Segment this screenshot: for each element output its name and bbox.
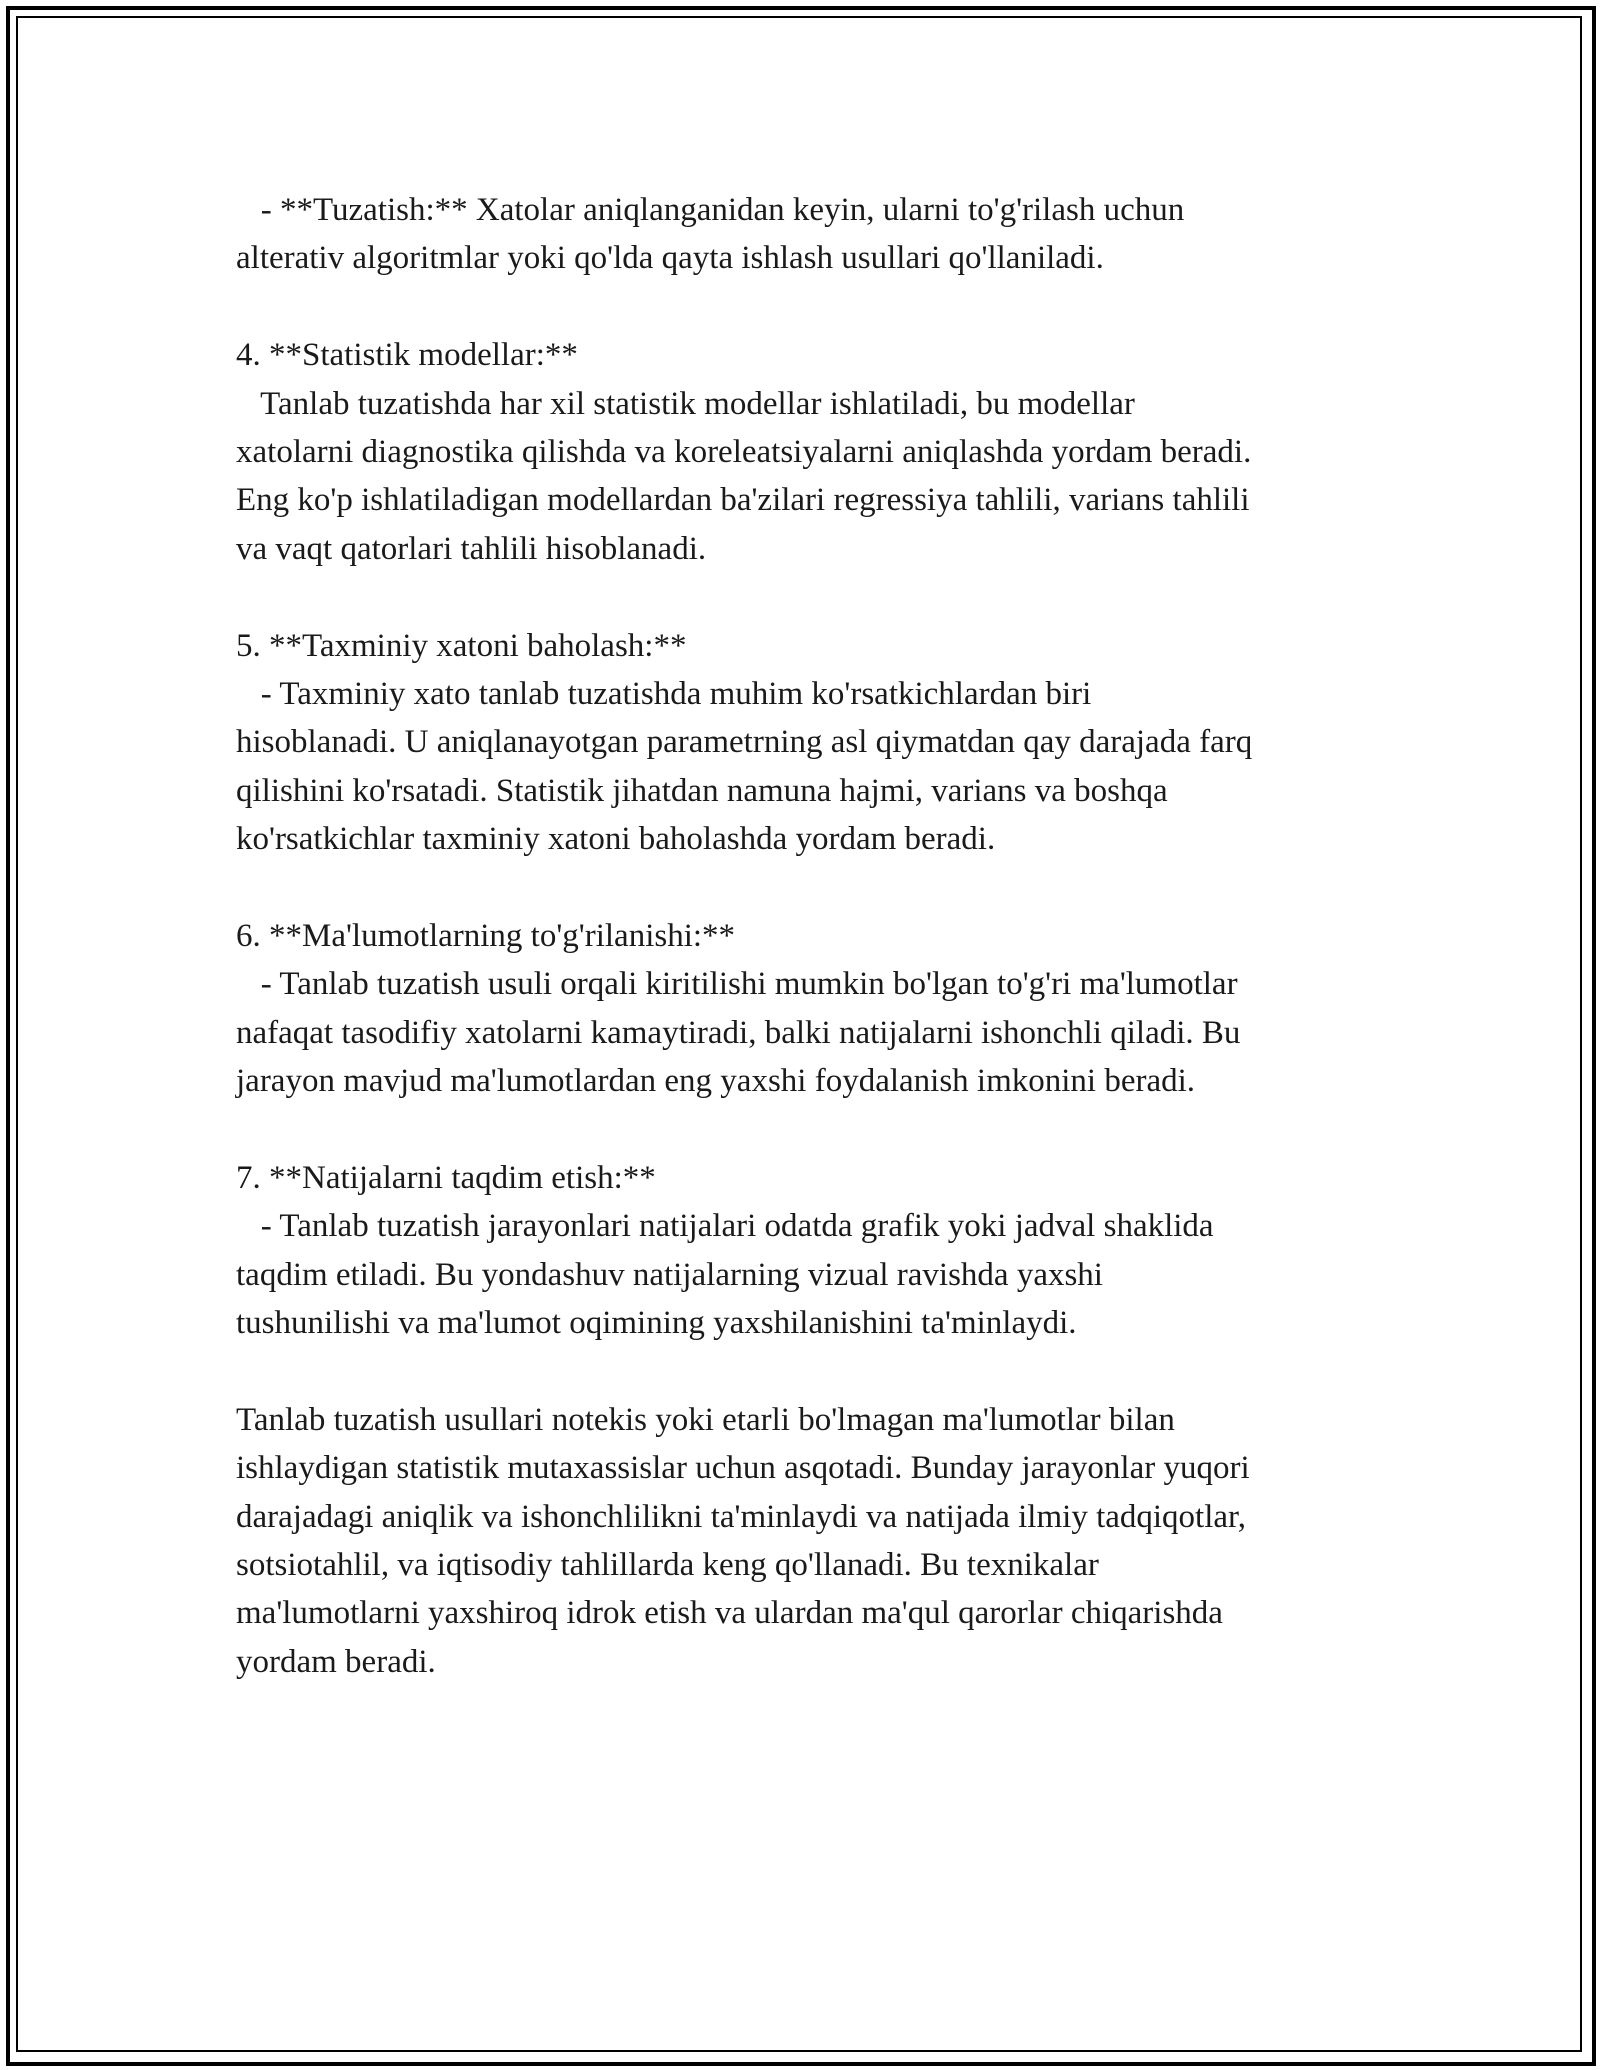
blank-line — [236, 1105, 1396, 1153]
text-line: nafaqat tasodifiy xatolarni kamaytiradi, balki natijalarni ishonchli qiladi. Bu — [236, 1014, 1241, 1051]
text-line: xatolarni diagnostika qilishda va koreleatsiyalarni aniqlashda yordam beradi. — [236, 433, 1252, 470]
text-line: hisoblanadi. U aniqlanayotgan parametrning asl qiymatdan qay darajada farq — [236, 724, 1253, 761]
blank-line — [236, 283, 1396, 331]
blank-line — [236, 573, 1396, 621]
text-line: jarayon mavjud ma'lumotlardan eng yaxshi foydalanish imkonini beradi. — [236, 1063, 1196, 1100]
text-line: sotsiotahlil, va iqtisodiy tahlillarda keng qo'llanadi. Bu texnikalar — [236, 1546, 1099, 1583]
text-line: - Tanlab tuzatish jarayonlari natijalari odatda grafik yoki jadval shaklida — [236, 1208, 1214, 1245]
text-line: ko'rsatkichlar taxminiy xatoni baholashda yordam beradi. — [236, 821, 996, 858]
text-line: ishlaydigan statistik mutaxassislar uchun asqotadi. Bunday jarayonlar yuqori — [236, 1450, 1250, 1487]
blank-line — [236, 1347, 1396, 1395]
text-line: va vaqt qatorlari tahlili hisoblanadi. — [236, 530, 707, 567]
text-line: - Tanlab tuzatish usuli orqali kiritilishi mumkin bo'lgan to'g'ri ma'lumotlar — [236, 966, 1238, 1003]
text-line: darajadagi aniqlik va ishonchlilikni ta'minlaydi va natijada ilmiy tadqiqotlar, — [236, 1498, 1246, 1535]
section-heading: 7. **Natijalarni taqdim etish:** — [236, 1159, 656, 1196]
text-line: taqdim etiladi. Bu yondashuv natijalarning vizual ravishda yaxshi — [236, 1256, 1103, 1293]
text-line: Tanlab tuzatishda har xil statistik modellar ishlatiladi, bu modellar — [236, 385, 1135, 422]
text-line: - Taxminiy xato tanlab tuzatishda muhim ko'rsatkichlardan biri — [236, 675, 1092, 712]
section-heading: 4. **Statistik modellar:** — [236, 337, 578, 374]
document-body — [236, 186, 1396, 1686]
text-line: ma'lumotlarni yaxshiroq idrok etish va ulardan ma'qul qarorlar chiqarishda — [236, 1595, 1223, 1632]
section-heading: 5. **Taxminiy xatoni baholash:** — [236, 627, 687, 664]
blank-line — [236, 863, 1396, 911]
text-line: Eng ko'p ishlatiladigan modellardan ba'zilari regressiya tahlili, varians tahlili — [236, 482, 1250, 519]
text-line: qilishini ko'rsatadi. Statistik jihatdan namuna hajmi, varians va boshqa — [236, 772, 1168, 809]
section-heading: 6. **Ma'lumotlarning to'g'rilanishi:** — [236, 917, 736, 954]
text-line: alterativ algoritmlar yoki qo'lda qayta ishlash usullari qo'llaniladi. — [236, 240, 1104, 277]
text-line: - **Tuzatish:** Xatolar aniqlanganidan keyin, ularni to'g'rilash uchun — [236, 192, 1185, 228]
text-line: yordam beradi. — [236, 1643, 436, 1680]
text-line: tushunilishi va ma'lumot oqimining yaxshilanishini ta'minlaydi. — [236, 1304, 1077, 1341]
text-line: Tanlab tuzatish usullari notekis yoki etarli bo'lmagan ma'lumotlar bilan — [236, 1401, 1175, 1438]
